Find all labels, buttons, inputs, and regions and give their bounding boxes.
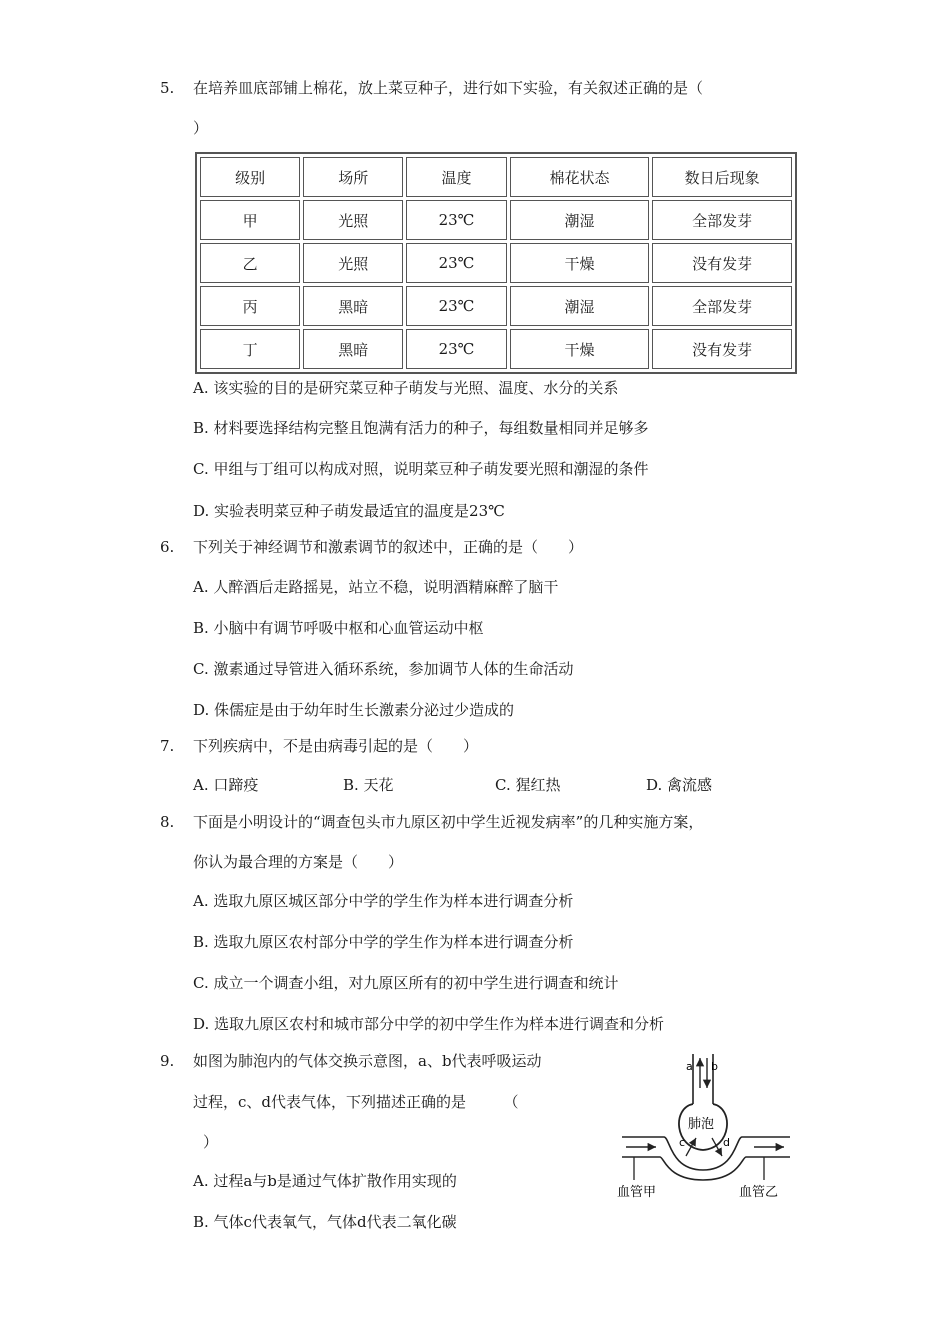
label-d: d: [723, 1136, 730, 1149]
table-cell: 23℃: [406, 286, 506, 326]
table-cell: 没有发芽: [652, 243, 792, 283]
q5-experiment-table: [195, 152, 797, 374]
q6-option-a: A. 人醉酒后走路摇晃，站立不稳，说明酒精麻醉了脑干: [193, 578, 559, 596]
q8-option-d: D. 选取九原区农村和城市部分中学的初中学生作为样本进行调查和分析: [193, 1015, 665, 1033]
table-cell: 潮湿: [510, 200, 650, 240]
q5-option-c: C. 甲组与丁组可以构成对照，说明菜豆种子萌发要光照和潮湿的条件: [193, 460, 649, 478]
table-cell: 干燥: [510, 243, 650, 283]
table-header-cell: 场所: [303, 157, 403, 197]
table-cell: 丁: [200, 329, 300, 369]
q8-stem-line1: 下面是小明设计的“调查包头市九原区初中学生近视发病率”的几种实施方案，: [193, 813, 704, 831]
q6-option-b: B. 小脑中有调节呼吸中枢和心血管运动中枢: [193, 619, 484, 637]
q9-stem-line2: 过程，c、d代表气体，下列描述正确的是 （: [193, 1093, 519, 1111]
label-c: c: [679, 1136, 686, 1149]
table-row: [200, 200, 792, 240]
q8-option-a: A. 选取九原区城区部分中学的学生作为样本进行调查分析: [193, 892, 574, 910]
table-row: [200, 329, 792, 369]
q5-option-b: B. 材料要选择结构完整且饱满有活力的种子，每组数量相同并足够多: [193, 419, 649, 437]
q9-stem-line1: 如图为肺泡内的气体交换示意图，a、b代表呼吸运动: [193, 1052, 542, 1070]
q6-number: 6.: [160, 538, 175, 556]
table-header-cell: 棉花状态: [510, 157, 650, 197]
q6-option-c: C. 激素通过导管进入循环系统，参加调节人体的生命活动: [193, 660, 574, 678]
table-cell: 光照: [303, 200, 403, 240]
q8-option-c: C. 成立一个调查小组，对九原区所有的初中学生进行调查和统计: [193, 974, 619, 992]
q8-option-b: B. 选取九原区农村部分中学的学生作为样本进行调查分析: [193, 933, 574, 951]
q9-number: 9.: [160, 1052, 175, 1070]
q8-stem-line2: 你认为最合理的方案是（ ）: [193, 853, 404, 871]
table-cell: 23℃: [406, 243, 506, 283]
q8-number: 8.: [160, 813, 175, 831]
table-header-cell: 级别: [200, 157, 300, 197]
table-cell: 潮湿: [510, 286, 650, 326]
label-a: a: [686, 1060, 693, 1073]
table-cell: 23℃: [406, 329, 506, 369]
table-cell: 黑暗: [303, 329, 403, 369]
q9-option-a: A. 过程a与b是通过气体扩散作用实现的: [193, 1172, 457, 1190]
q6-stem: 下列关于神经调节和激素调节的叙述中，正确的是（ ）: [193, 538, 584, 556]
table-cell: 乙: [200, 243, 300, 283]
q9-option-b: B. 气体c代表氧气，气体d代表二氧化碳: [193, 1213, 457, 1231]
label-b: b: [711, 1060, 718, 1073]
table-cell: 黑暗: [303, 286, 403, 326]
vessel-wall-bottom: [622, 1157, 790, 1180]
table-header-cell: 数日后现象: [652, 157, 792, 197]
q7-option-a: A. 口蹄疫: [193, 776, 259, 794]
table-row: [200, 286, 792, 326]
q7-option-d: D. 禽流感: [646, 776, 713, 794]
q5-number: 5.: [160, 79, 175, 97]
q5-option-a: A. 该实验的目的是研究菜豆种子萌发与光照、温度、水分的关系: [193, 379, 619, 397]
table-header-cell: 温度: [406, 157, 506, 197]
table-cell: 全部发芽: [652, 286, 792, 326]
label-alveolus: 肺泡: [688, 1117, 715, 1132]
q5-stem-line1: 在培养皿底部铺上棉花，放上菜豆种子，进行如下实验，有关叙述正确的是（: [193, 79, 704, 97]
q5-option-d: D. 实验表明菜豆种子萌发最适宜的温度是23℃: [193, 502, 505, 520]
table-row: [200, 243, 792, 283]
table-cell: 没有发芽: [652, 329, 792, 369]
label-vessel-2: 血管乙: [739, 1185, 779, 1200]
table-cell: 全部发芽: [652, 200, 792, 240]
q7-number: 7.: [160, 737, 175, 755]
q9-stem-line3: ）: [203, 1133, 219, 1151]
table-cell: 干燥: [510, 329, 650, 369]
table-cell: 23℃: [406, 200, 506, 240]
q7-option-b: B. 天花: [343, 776, 394, 794]
q7-option-c: C. 猩红热: [495, 776, 561, 794]
alveolus-gas-exchange-diagram: [612, 1052, 802, 1202]
q7-stem: 下列疾病中，不是由病毒引起的是（ ）: [193, 737, 479, 755]
table-header-row: [200, 157, 792, 197]
table-cell: 丙: [200, 286, 300, 326]
q6-option-d: D. 侏儒症是由于幼年时生长激素分泌过少造成的: [193, 701, 515, 719]
table-cell: 光照: [303, 243, 403, 283]
label-vessel-1: 血管甲: [617, 1185, 657, 1200]
q5-stem-line2: ）: [193, 119, 209, 137]
table-cell: 甲: [200, 200, 300, 240]
